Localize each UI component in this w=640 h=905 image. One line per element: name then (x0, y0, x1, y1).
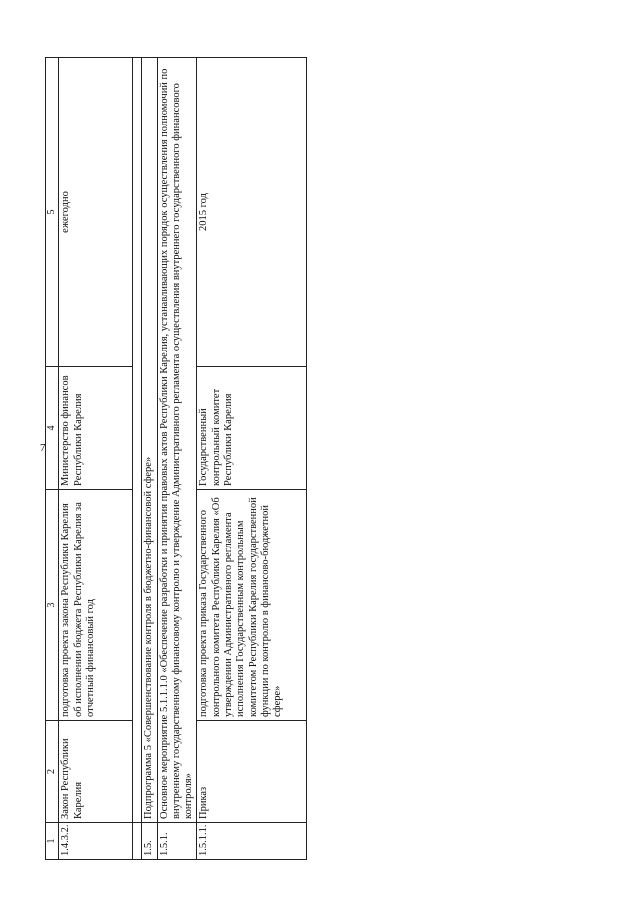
rotated-page (45, 58, 284, 860)
deadline: 2015 год (197, 58, 307, 367)
column-number-row (46, 58, 59, 860)
responsible-org: Министерство финансов Республики Карелия (59, 367, 133, 490)
table-row (59, 58, 133, 860)
table-row (157, 58, 197, 860)
table-row (197, 58, 307, 860)
column-number: 3 (46, 490, 59, 721)
spacer-row (133, 58, 142, 860)
deadline: ежегодно (59, 58, 133, 367)
column-number: 2 (46, 721, 59, 823)
page-number: 7 (40, 442, 46, 454)
row-number: 1.4.3.2. (59, 823, 133, 860)
column-number: 4 (46, 367, 59, 490)
row-number: 1.5.1.1. (197, 823, 307, 860)
plan-table (45, 57, 307, 860)
responsible-org: Государственный контрольный комитет Республики Карелия (197, 367, 307, 490)
activity-description: подготовка проекта приказа Государственного контрольного комитета Республики Карелия «Об утверждении Административного регламента исполнения Государственным контрольным комитетом Республики Карелия государственной функции по контролю в финансово-бюджетной сфере» (197, 490, 307, 721)
main-activity-title: Основное мероприятие 5.1.1.1.0 «Обеспечение разработки и принятия правовых актов Республики Карелия, устанавливающих порядок осуществления полномочий по внутреннему государственному финансовому контролю и утверждение Административного регламента осуществления внутреннего государственного финансового контроля» (157, 58, 197, 823)
activity-description: подготовка проекта закона Республики Карелия об исполнении бюджета Республики Карелия за отчетный финансовый год (59, 490, 133, 721)
row-number: 1.5.1. (157, 823, 197, 860)
column-number: 5 (46, 58, 59, 367)
row-number: 1.5. (142, 823, 157, 860)
subprogram-title: Подпрограмма 5 «Совершенствование контроля в бюджетно-финансовой сфере» (142, 58, 157, 823)
column-number: 1 (46, 823, 59, 860)
document-type: Приказ (197, 721, 307, 823)
table-row (142, 58, 157, 860)
document-type: Закон Республики Карелия (59, 721, 133, 823)
